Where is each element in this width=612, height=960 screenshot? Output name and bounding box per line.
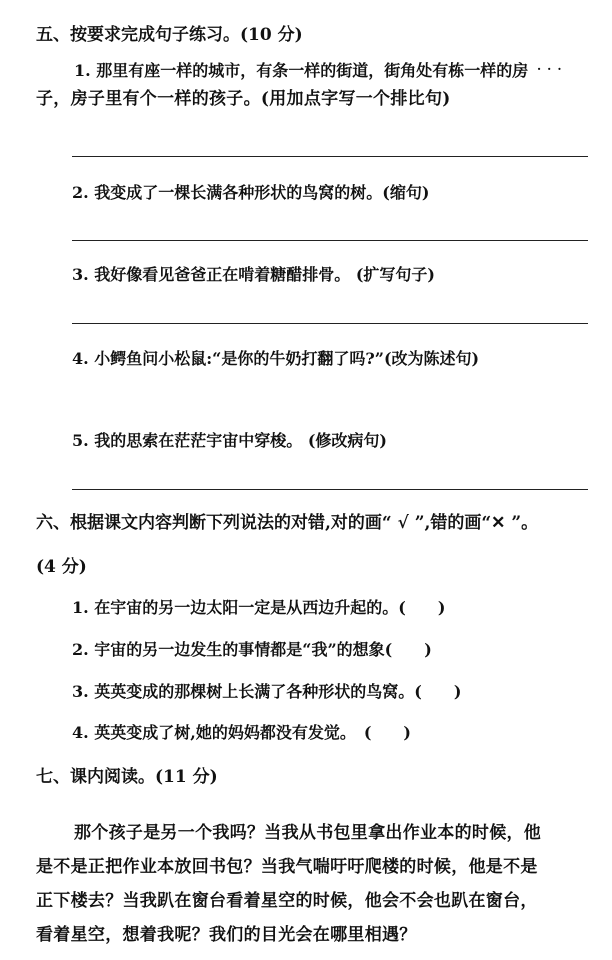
- passage-line-2: 是不是正把作业本放回书包？当我气喘吁吁爬楼的时候，他是不是: [36, 857, 538, 877]
- question-5-4: 4. 小鳄鱼问小松鼠:“是你的牛奶打翻了吗?”(改为陈述句): [72, 349, 480, 368]
- section-7-heading: 七、课内阅读。(11 分): [36, 767, 218, 787]
- passage-line-4: 看着星空，想着我呢？我们的目光会在哪里相遇？: [36, 925, 417, 945]
- question-5-2: 2. 我变成了一棵长满各种形状的鸟窝的树。(缩句): [72, 183, 430, 202]
- question-5-3: 3. 我好像看见爸爸正在啃着糖醋排骨。 (扩写句子): [72, 265, 435, 284]
- judge-item-3: 3. 英英变成的那棵树上长满了各种形状的鸟窝。( ): [72, 682, 462, 701]
- answer-line-2: [72, 240, 588, 241]
- judge-item-2: 2. 宇宙的另一边发生的事情都是“我”的想象( ): [72, 640, 432, 659]
- judge-item-1: 1. 在宇宙的另一边太阳一定是从西边升起的。( ): [72, 598, 446, 617]
- question-5-1-line-1: 1. 那里有座一样的城市，有条一样的街道，街角处有栋一样的房: [74, 61, 529, 80]
- section-6-heading: 六、根据课文内容判断下列说法的对错,对的画“ √ ”,错的画“✕ ”。: [36, 513, 539, 533]
- section-6-points: (4 分): [36, 557, 87, 577]
- question-5-5: 5. 我的思索在茫茫宇宙中穿梭。 (修改病句): [72, 431, 387, 450]
- answer-line-5: [72, 489, 588, 490]
- judge-item-4: 4. 英英变成了树,她的妈妈都没有发觉。 ( ): [72, 723, 411, 742]
- answer-line-3: [72, 323, 588, 324]
- passage-line-1: 那个孩子是另一个我吗？当我从书包里拿出作业本的时候，他: [74, 823, 542, 843]
- passage-line-3: 正下楼去？当我趴在窗台看着星空的时候，他会不会也趴在窗台，: [36, 891, 538, 911]
- question-5-1-line-2: 子，房子里有个一样的孩子。(用加点字写一个排比句): [36, 89, 451, 109]
- answer-line-1: [72, 156, 588, 157]
- emphasis-dots: ...: [537, 59, 568, 73]
- section-5-heading: 五、按要求完成句子练习。(10 分): [36, 25, 303, 45]
